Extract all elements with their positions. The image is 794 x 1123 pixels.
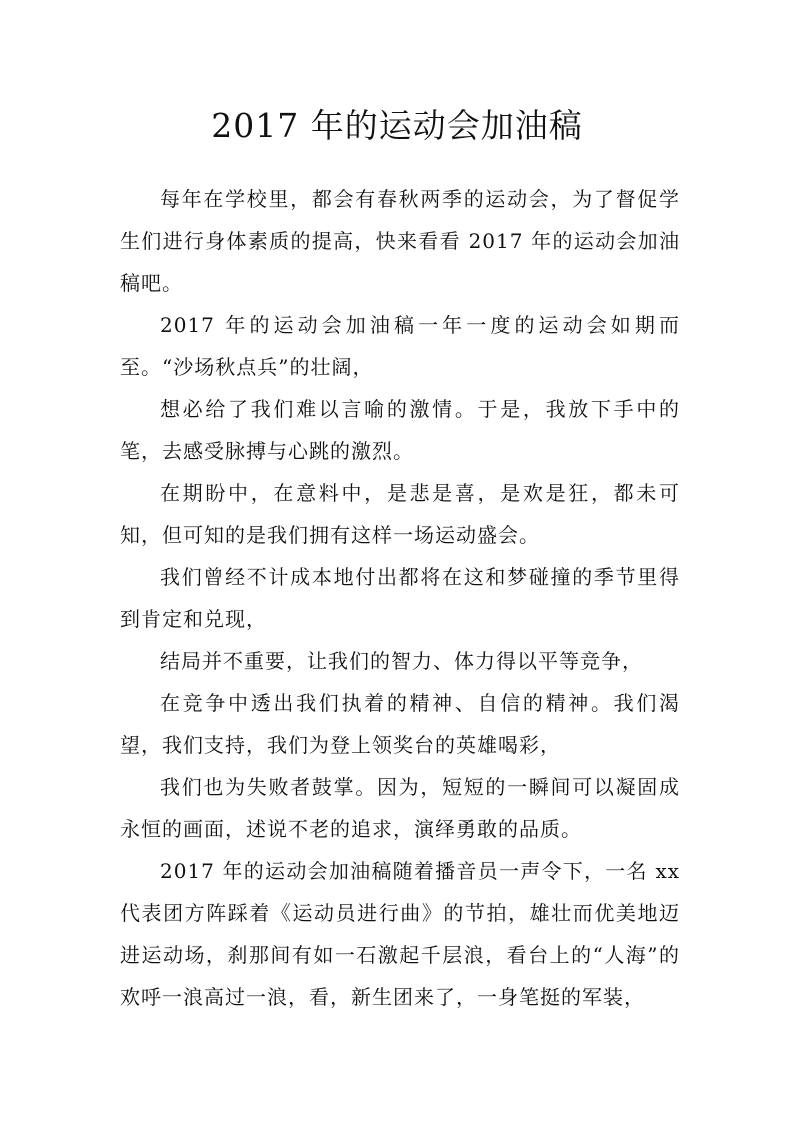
document-body	[120, 178, 680, 1018]
paragraph: 在竞争中透出我们执着的精神、自信的精神。我们渴望，我们支持，我们为登上领奖台的英雄喝彩，	[120, 691, 680, 757]
paragraph: 结局并不重要，让我们的智力、体力得以平等竞争，	[160, 649, 643, 673]
paragraph: 想必给了我们难以言喻的激情。于是，我放下手中的笔，去感受脉搏与心跳的激烈。	[120, 397, 680, 463]
document-title: 2017 年的运动会加油稿	[211, 106, 583, 145]
paragraph: 我们也为失败者鼓掌。因为，短短的一瞬间可以凝固成永恒的画面，述说不老的追求，演绎勇敢的品质。	[120, 775, 680, 841]
paragraph: 2017 年的运动会加油稿随着播音员一声令下，一名 xx 代表团方阵踩着《运动员进行曲》的节拍，雄壮而优美地迈进运动场，刹那间有如一石激起千层浪，看台上的“人海”的欢呼一浪高过一浪，看，新生团来了，一身笔挺的军装，	[120, 859, 680, 1009]
paragraph: 在期盼中，在意料中，是悲是喜，是欢是狂，都未可知，但可知的是我们拥有这样一场运动盛会。	[120, 481, 680, 547]
paragraph: 每年在学校里，都会有春秋两季的运动会，为了督促学生们进行身体素质的提高，快来看看 2017 年的运动会加油稿吧。	[120, 187, 680, 295]
paragraph: 2017 年的运动会加油稿一年一度的运动会如期而至。“沙场秋点兵”的壮阔，	[120, 313, 680, 379]
paragraph: 我们曾经不计成本地付出都将在这和梦碰撞的季节里得到肯定和兑现，	[120, 565, 680, 631]
